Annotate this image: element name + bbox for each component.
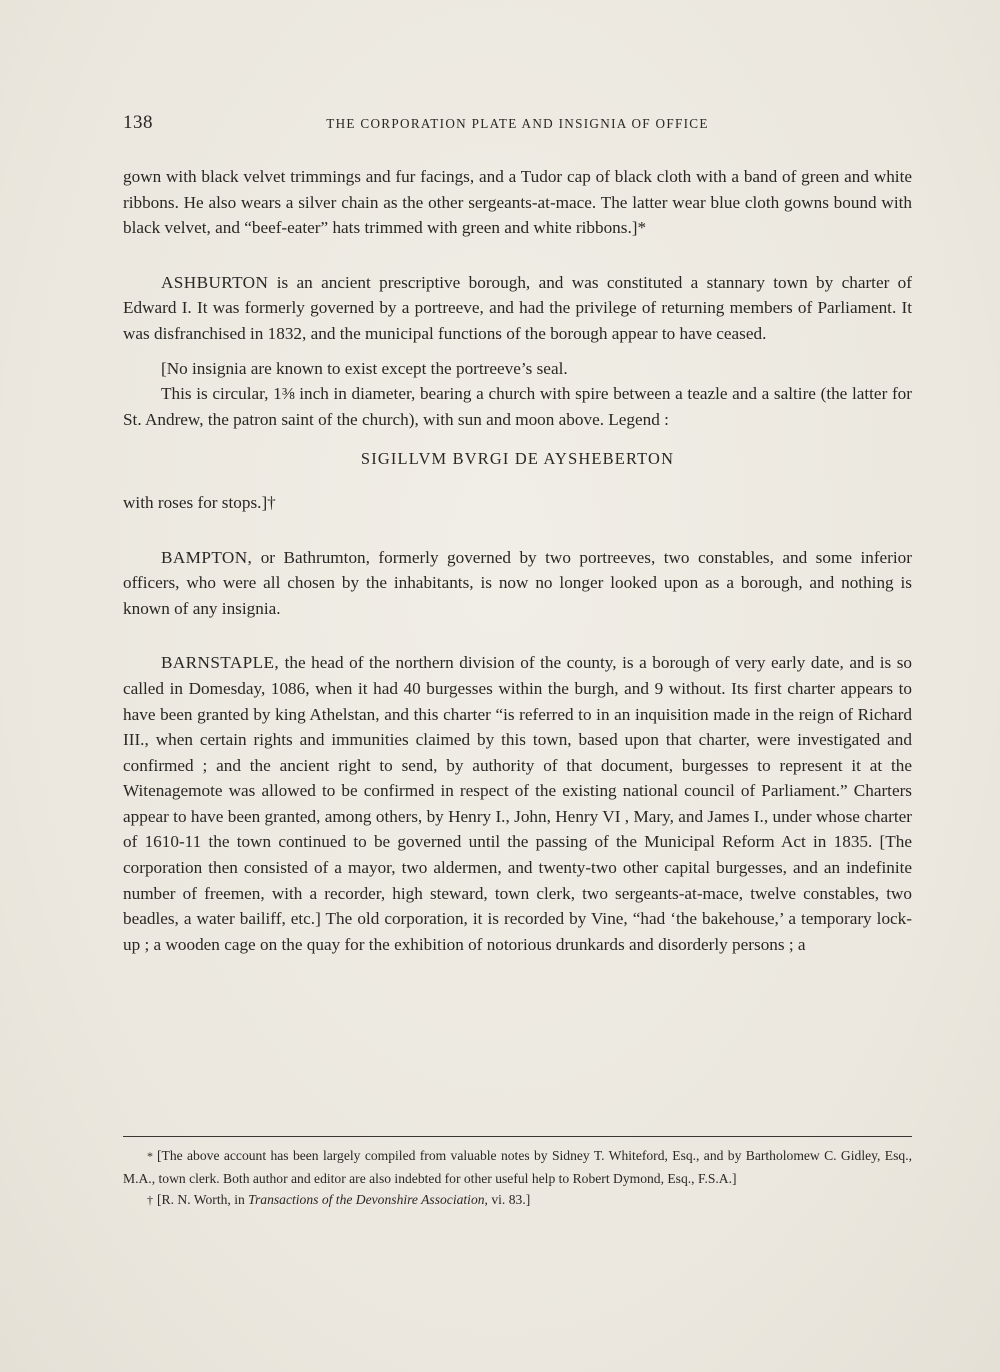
- footnote-2-italic: Transactions of the Devonshire Association,: [248, 1192, 488, 1207]
- paragraph-barnstaple: [123, 650, 912, 957]
- footnote-2: [123, 1189, 912, 1212]
- heading-ashburton: ASHBURTON: [161, 272, 269, 292]
- barnstaple-text: the head of the northern division of the county, is a borough of very early date, and is so called in Domesday, 1086, when it had 40 burgesses within the burgh, and 9 without. Its first charter appears to have been granted by king Athelstan, and this charter “is referred to in an inquisition made in the reign of Richard III., when certain rights and immunities claimed by this town, based upon that charter, were investigated and confirmed ; and the ancient right to send, by authority of that document, burgesses to represent it at the Witenagemote was allowed to be confirmed in respect of the existing national council of Parliament.” Charters appear to have been granted, among others, by Henry I., John, Henry VI , Mary, and James I., under whose charter of 1610-11 the town continued to be governed until the passing of the Municipal Reform Act in 1835. [The corporation then consisted of a mayor, two aldermen, and twenty-two other capital burgesses, and an indefinite number of freemen, with a recorder, high steward, town clerk, two sergeants-at-mace, twelve constables, two beadles, a water bailiff, etc.] The old corporation, it is recorded by Vine, “had ‘the bakehouse,’ a temporary lock-up ; a wooden cage on the quay for the exhibition of notorious drunkards and disorderly persons ; a: [123, 653, 912, 954]
- footnotes: [123, 1136, 912, 1212]
- footnote-1-text: [The above account has been largely compiled from valuable notes by Sidney T. Whiteford, Esq., and by Bartholomew C. Gidley, Esq., M.A., town clerk. Both author and editor are also indebted for other useful help to Robert Dymond, Esq., F.S.A.]: [123, 1148, 912, 1186]
- page-header: [123, 112, 912, 142]
- body-text: [123, 164, 912, 957]
- footnote-1-mark: *: [147, 1149, 153, 1163]
- paragraph-seal-description: This is circular, 1⅜ inch in diameter, bearing a church with spire between a teazle and a saltire (the latter for St. Andrew, the patron saint of the church), with sun and moon above. Legend :: [123, 384, 912, 429]
- footnote-2-mark: †: [147, 1193, 153, 1207]
- running-title: THE CORPORATION PLATE AND INSIGNIA OF OFFICE: [326, 116, 709, 131]
- page-number: 138: [123, 112, 153, 133]
- paragraph-bampton: [123, 545, 912, 622]
- heading-barnstaple: BARNSTAPLE,: [161, 653, 280, 673]
- paragraph-insignia-note: [No insignia are known to exist except the portreeve’s seal.: [161, 358, 568, 378]
- bampton-text: or Bathrumton, formerly governed by two portreeves, two constables, and some inferior officers, who were all chosen by the inhabitants, is now no longer looked upon as a borough, and nothing is known of any insignia.: [123, 547, 912, 618]
- footnote-1: [123, 1145, 912, 1189]
- seal-legend: SIGILLVM BVRGI DE AYSHEBERTON: [360, 449, 675, 469]
- ashburton-text: is an ancient prescriptive borough, and was constituted a stannary town by charter of Edward I. It was formerly governed by a portreeve, and had the privilege of returning members of Parliament. It was disfranchised in 1832, and the municipal functions of the borough appear to have ceased.: [123, 272, 912, 343]
- paragraph-continuation: gown with black velvet trimmings and fur facings, and a Tudor cap of black cloth with a band of green and white ribbons. He also wears a silver chain as the other sergeants-at-mace. The latter wear blue cloth gowns bound with black velvet, and “beef-eater” hats trimmed with green and white ribbons.]*: [123, 167, 912, 238]
- paragraph-stops: with roses for stops.]†: [123, 492, 276, 512]
- paragraph-ashburton: [123, 270, 912, 347]
- heading-bampton: BAMPTON,: [161, 547, 253, 567]
- footnote-2-pre: [R. N. Worth, in: [157, 1192, 249, 1207]
- footnote-2-post: vi. 83.]: [487, 1192, 531, 1207]
